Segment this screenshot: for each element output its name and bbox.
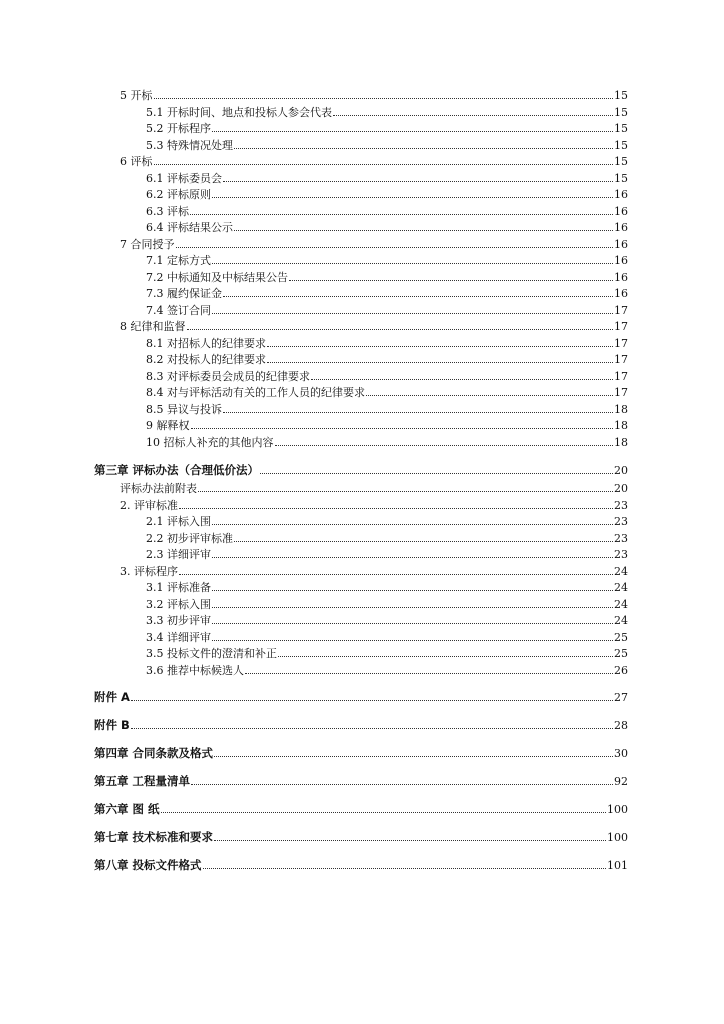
toc-leader xyxy=(223,412,613,413)
toc-title: 7.2 中标通知及中标结果公告 xyxy=(146,271,288,284)
toc-entry-ch3-3[interactable] xyxy=(120,565,628,578)
toc-leader xyxy=(212,557,613,558)
toc-entry-ch3-3-2[interactable] xyxy=(146,598,628,611)
toc-page-number: 24 xyxy=(614,614,628,627)
toc-title: 8.4 对与评标活动有关的工作人员的纪律要求 xyxy=(146,386,365,399)
toc-chapter-5[interactable] xyxy=(94,775,628,788)
toc-page-number: 15 xyxy=(614,155,628,168)
toc-title: 2. 评审标准 xyxy=(120,499,178,512)
toc-title: 3.2 评标入围 xyxy=(146,598,211,611)
toc-entry-ch3-3-1[interactable] xyxy=(146,581,628,594)
toc-leader xyxy=(191,428,614,429)
toc-title: 3.1 评标准备 xyxy=(146,581,211,594)
toc-page-number: 23 xyxy=(614,548,628,561)
toc-page-number: 92 xyxy=(614,775,628,788)
toc-leader xyxy=(212,607,613,608)
toc-page-number: 16 xyxy=(614,221,628,234)
toc-entry-6-2[interactable] xyxy=(146,188,628,201)
toc-title: 5 开标 xyxy=(120,89,153,102)
toc-leader xyxy=(214,756,613,757)
toc-page-number: 15 xyxy=(614,139,628,152)
toc-page-number: 15 xyxy=(614,106,628,119)
toc-page-number: 17 xyxy=(614,320,628,333)
toc-entry-8-2[interactable] xyxy=(146,353,628,366)
toc-title: 第六章 图 纸 xyxy=(94,802,160,816)
toc-title: 8 纪律和监督 xyxy=(120,320,186,333)
toc-title: 附件 B xyxy=(94,718,130,732)
toc-page-number: 17 xyxy=(614,386,628,399)
toc-title: 6.1 评标委员会 xyxy=(146,172,222,185)
toc-title: 附件 A xyxy=(94,690,130,704)
toc-chapter-3[interactable] xyxy=(94,464,628,477)
toc-leader xyxy=(260,473,613,474)
toc-chapter-7[interactable] xyxy=(94,831,628,844)
toc-entry-8-5[interactable] xyxy=(146,403,628,416)
toc-entry-5-1[interactable] xyxy=(146,106,628,119)
toc-title: 3. 评标程序 xyxy=(120,565,178,578)
toc-leader xyxy=(190,214,613,215)
toc-title: 5.1 开标时间、地点和投标人参会代表 xyxy=(146,106,332,119)
toc-title: 10 招标人补充的其他内容 xyxy=(146,436,274,449)
toc-entry-ch3-2-3[interactable] xyxy=(146,548,628,561)
toc-page-number: 24 xyxy=(614,565,628,578)
toc-page-number: 18 xyxy=(614,436,628,449)
toc-title: 3.5 投标文件的澄清和补正 xyxy=(146,647,277,660)
toc-leader xyxy=(234,541,613,542)
toc-leader xyxy=(267,362,613,363)
toc-leader xyxy=(234,230,613,231)
toc-page-number: 16 xyxy=(614,188,628,201)
toc-leader xyxy=(289,280,613,281)
toc-page-number: 100 xyxy=(607,831,628,844)
toc-leader xyxy=(212,197,613,198)
toc-title: 7.1 定标方式 xyxy=(146,254,211,267)
toc-page-number: 16 xyxy=(614,254,628,267)
toc-title: 7.3 履约保证金 xyxy=(146,287,222,300)
toc-title: 5.2 开标程序 xyxy=(146,122,211,135)
toc-entry-ch3-2[interactable] xyxy=(120,499,628,512)
toc-title: 6.2 评标原则 xyxy=(146,188,211,201)
toc-leader xyxy=(154,98,614,99)
toc-title: 7.4 签订合同 xyxy=(146,304,211,317)
toc-title: 6.4 评标结果公示 xyxy=(146,221,233,234)
toc-page-number: 100 xyxy=(607,803,628,816)
toc-leader xyxy=(212,524,613,525)
toc-page-number: 23 xyxy=(614,532,628,545)
toc-annex-b[interactable] xyxy=(94,719,628,732)
toc-page-number: 17 xyxy=(614,353,628,366)
toc-title: 8.3 对评标委员会成员的纪律要求 xyxy=(146,370,310,383)
toc-leader xyxy=(275,445,614,446)
toc-entry-8-3[interactable] xyxy=(146,370,628,383)
toc-leader xyxy=(176,247,614,248)
toc-leader xyxy=(278,656,613,657)
toc-entry-7-2[interactable] xyxy=(146,271,628,284)
toc-title: 第七章 技术标准和要求 xyxy=(94,830,214,844)
toc-leader xyxy=(212,640,613,641)
toc-leader xyxy=(212,623,613,624)
toc-page-number: 18 xyxy=(614,403,628,416)
toc-title: 第三章 评标办法（合理低价法） xyxy=(94,463,260,477)
toc-title: 3.3 初步评审 xyxy=(146,614,211,627)
toc-chapter-6[interactable] xyxy=(94,803,628,816)
toc-entry-8-1[interactable] xyxy=(146,337,628,350)
toc-title: 评标办法前附表 xyxy=(120,482,197,495)
toc-leader xyxy=(223,181,613,182)
toc-title: 5.3 特殊情况处理 xyxy=(146,139,233,152)
toc-title: 6.3 评标 xyxy=(146,205,189,218)
toc-annex-a[interactable] xyxy=(94,691,628,704)
toc-leader xyxy=(179,508,613,509)
toc-page-number: 17 xyxy=(614,370,628,383)
toc-leader xyxy=(245,673,613,674)
toc-title: 第四章 合同条款及格式 xyxy=(94,746,214,760)
toc-leader xyxy=(203,868,606,869)
toc-entry-10[interactable] xyxy=(146,436,628,449)
toc-page-number: 16 xyxy=(614,238,628,251)
toc-page-number: 16 xyxy=(614,287,628,300)
toc-leader xyxy=(366,395,613,396)
toc-title: 8.2 对投标人的纪律要求 xyxy=(146,353,266,366)
toc-entry-7-4[interactable] xyxy=(146,304,628,317)
toc-entry-8-4[interactable] xyxy=(146,386,628,399)
toc-entry-5[interactable] xyxy=(120,89,628,102)
toc-leader xyxy=(267,346,613,347)
toc-title: 7 合同授予 xyxy=(120,238,175,251)
toc-leader xyxy=(223,296,613,297)
toc-entry-ch3-3-5[interactable] xyxy=(146,647,628,660)
toc-title: 8.1 对招标人的纪律要求 xyxy=(146,337,266,350)
toc-leader xyxy=(131,700,613,701)
toc-entry-ch3-3-3[interactable] xyxy=(146,614,628,627)
toc-page-number: 101 xyxy=(607,859,628,872)
toc-leader xyxy=(212,313,613,314)
toc-title: 9 解释权 xyxy=(146,419,190,432)
toc-title: 8.5 异议与投诉 xyxy=(146,403,222,416)
toc-page-number: 18 xyxy=(614,419,628,432)
toc-title: 2.3 详细评审 xyxy=(146,548,211,561)
toc-leader xyxy=(212,131,613,132)
toc-title: 3.6 推荐中标候选人 xyxy=(146,664,244,677)
toc-entry-7-3[interactable] xyxy=(146,287,628,300)
toc-chapter-4[interactable] xyxy=(94,747,628,760)
toc-entry-6-1[interactable] xyxy=(146,172,628,185)
toc-page-number: 23 xyxy=(614,499,628,512)
toc-leader xyxy=(234,148,613,149)
toc-chapter-8[interactable] xyxy=(94,859,628,872)
toc-title: 6 评标 xyxy=(120,155,153,168)
toc-entry-5-2[interactable] xyxy=(146,122,628,135)
toc-page-number: 27 xyxy=(614,691,628,704)
toc-entry-6-4[interactable] xyxy=(146,221,628,234)
toc-page-number: 16 xyxy=(614,205,628,218)
toc-title: 2.1 评标入围 xyxy=(146,515,211,528)
toc-entry-7-1[interactable] xyxy=(146,254,628,267)
toc-page-number: 26 xyxy=(614,664,628,677)
toc-entry-ch3-2-2[interactable] xyxy=(146,532,628,545)
toc-entry-8[interactable] xyxy=(120,320,628,333)
toc-page-number: 17 xyxy=(614,304,628,317)
toc-entry-7[interactable] xyxy=(120,238,628,251)
toc-leader xyxy=(161,812,606,813)
toc-page-number: 17 xyxy=(614,337,628,350)
toc-page-number: 23 xyxy=(614,515,628,528)
toc-page-number: 30 xyxy=(614,747,628,760)
toc-entry-9[interactable] xyxy=(146,419,628,432)
toc-page-number: 25 xyxy=(614,647,628,660)
toc-leader xyxy=(212,263,613,264)
toc-leader xyxy=(333,115,613,116)
toc-entry-ch3-2-1[interactable] xyxy=(146,515,628,528)
toc-page-number: 20 xyxy=(614,464,628,477)
toc-leader xyxy=(154,164,614,165)
toc-leader xyxy=(187,329,614,330)
toc-entry-6-3[interactable] xyxy=(146,205,628,218)
toc-page-number: 15 xyxy=(614,122,628,135)
toc-title: 3.4 详细评审 xyxy=(146,631,211,644)
toc-leader xyxy=(212,590,613,591)
toc-entry-ch3-table[interactable] xyxy=(120,482,628,495)
toc-page-number: 15 xyxy=(614,89,628,102)
toc-entry-5-3[interactable] xyxy=(146,139,628,152)
toc-entry-ch3-3-4[interactable] xyxy=(146,631,628,644)
toc-leader xyxy=(311,379,613,380)
toc-page-number: 24 xyxy=(614,581,628,594)
toc-page-number: 24 xyxy=(614,598,628,611)
toc-leader xyxy=(179,574,613,575)
toc-title: 第五章 工程量清单 xyxy=(94,774,191,788)
toc-title: 第八章 投标文件格式 xyxy=(94,858,202,872)
toc-page-number: 20 xyxy=(614,482,628,495)
toc-leader xyxy=(198,491,613,492)
toc-page-number: 15 xyxy=(614,172,628,185)
toc-page-number: 16 xyxy=(614,271,628,284)
toc-entry-6[interactable] xyxy=(120,155,628,168)
toc-entry-ch3-3-6[interactable] xyxy=(146,664,628,677)
toc-page-number: 28 xyxy=(614,719,628,732)
toc-leader xyxy=(191,784,613,785)
toc-leader xyxy=(131,728,613,729)
toc-title: 2.2 初步评审标准 xyxy=(146,532,233,545)
toc-leader xyxy=(214,840,606,841)
toc-page-number: 25 xyxy=(614,631,628,644)
